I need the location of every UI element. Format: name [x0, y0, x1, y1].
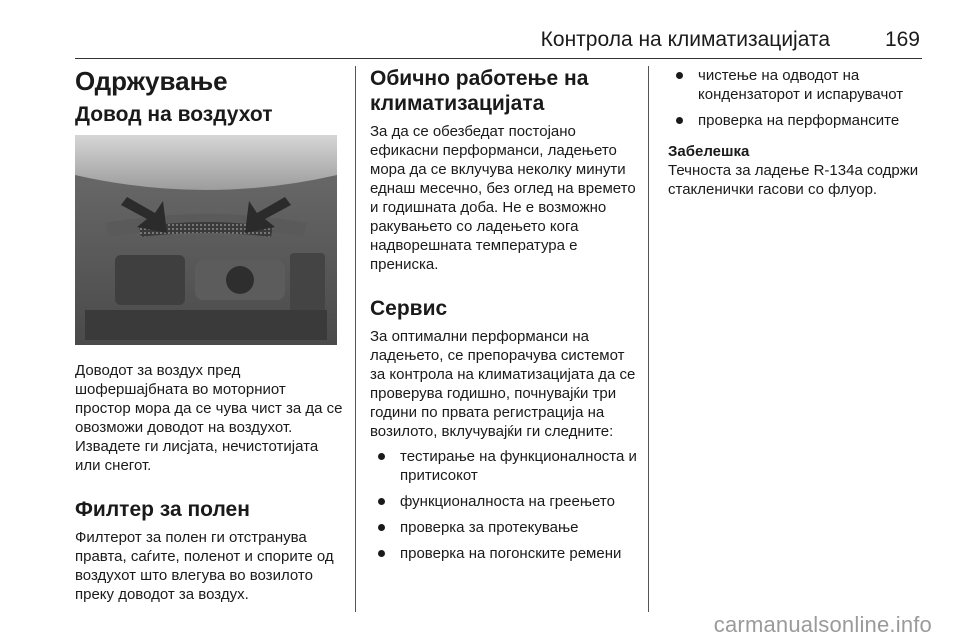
subsection-heading-pollen-filter: Филтер за полен	[75, 498, 250, 521]
list-item: тестирање на функционалноста и притисокот	[370, 447, 640, 485]
pollen-filter-text: Филтерот за полен ги отстранува правта, саѓите, поленот и спорите од воздухот што влегува во возилото преку доводот за воздух.	[75, 529, 334, 603]
page-header	[0, 27, 960, 57]
regular-operation-text: За да се обезбедат постојано ефикасни перформанси, ладењето мора да се вклучува неколку минути еднаш месечно, без оглед на времето и годишната доба. Не е возможно ракувањето со ладењето кога надворешната температура е прениска.	[370, 123, 636, 273]
list-item: функционалноста на греењето	[370, 492, 640, 511]
subsection-heading-service: Сервис	[370, 297, 448, 320]
bullet-icon	[676, 72, 683, 79]
header-divider	[75, 58, 922, 59]
bullet-icon	[378, 524, 385, 531]
subsection-heading-regular-operation: Обично работење на климатизацијата	[370, 67, 589, 115]
note-heading: Забелешка	[668, 143, 750, 160]
service-checklist	[370, 447, 640, 563]
service-checklist-continued	[668, 66, 928, 130]
column-left	[75, 66, 345, 604]
bullet-icon	[378, 453, 385, 460]
list-item: проверка за протекување	[370, 518, 640, 537]
column-divider-2	[648, 66, 649, 612]
list-item: проверка на перформансите	[668, 111, 928, 130]
engine-bay-air-inlet-image	[75, 135, 337, 345]
watermark: carmanualsonline.info	[713, 612, 932, 637]
service-text: За оптимални перформанси на ладењето, се препорачува системот за контрола на климатизацијата да се проверува годишно, почнувајќи три години по првата регистрација на возилото, вклучувајќи ги следните:	[370, 328, 636, 440]
section-heading-maintenance: Одржување	[75, 66, 228, 96]
chapter-title: Контрола на климатизацијата	[540, 28, 830, 51]
note-text: Течноста за ладење R-134a содржи стакленички гасови со флуор.	[668, 162, 919, 198]
bullet-icon	[676, 117, 683, 124]
column-divider-1	[355, 66, 356, 612]
bullet-icon	[378, 498, 385, 505]
air-intake-text: Доводот за воздух пред шофершајбната во моторниот простор мора да се чува чист за да се овозможи доводот на воздухот. Извадете ги лисјата, нечистотијата или снегот.	[75, 362, 343, 474]
note-box	[668, 142, 928, 199]
list-item: чистење на одводот на кондензаторот и испарувачот	[668, 66, 928, 104]
list-item: проверка на погонските ремени	[370, 544, 640, 563]
bullet-icon	[378, 550, 385, 557]
page-number: 169	[884, 28, 920, 51]
column-middle	[370, 66, 640, 570]
subsection-heading-air-intake: Довод на воздухот	[75, 103, 273, 126]
column-right	[668, 66, 928, 199]
